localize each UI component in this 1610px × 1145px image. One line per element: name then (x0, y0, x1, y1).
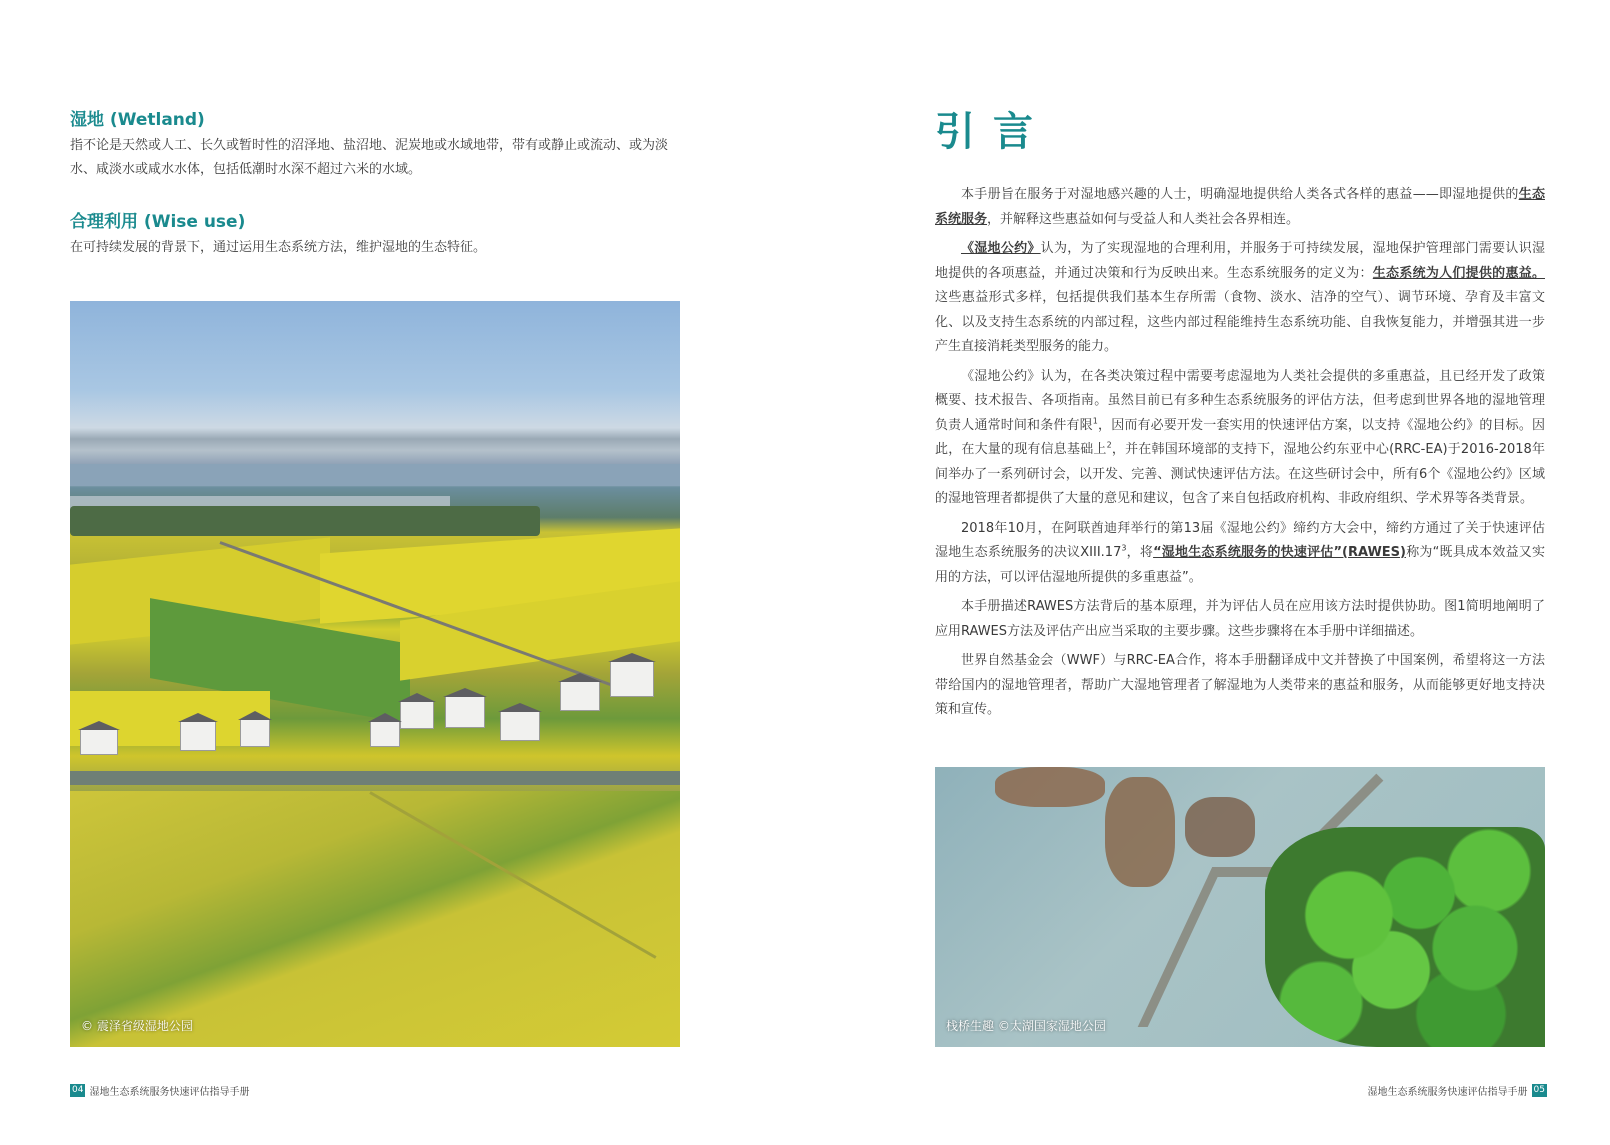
house (240, 719, 270, 747)
page-number: 04 (72, 1085, 84, 1095)
house (400, 701, 434, 729)
house (180, 721, 216, 751)
footer-title: 湿地生态系统服务快速评估指导手册 (1367, 1087, 1528, 1098)
highlight-link: “湿地生态系统服务的快速评估”(RAWES) (1153, 545, 1406, 560)
footer-left (70, 1083, 249, 1098)
boardwalk-photo (935, 767, 1545, 1047)
house (80, 729, 118, 755)
highlight-link: 《湿地公约》 (961, 241, 1041, 256)
house (500, 711, 540, 741)
wetland-definition-text: 指不论是天然或人工、长久或暂时性的沼泽地、盐沼地、泥炭地或水域地带，带有或静止或流动、或为淡水、咸淡水或咸水水体，包括低潮时水深不超过六米的水域。 (70, 138, 669, 177)
reed-patch (1185, 797, 1255, 857)
paragraph: 《湿地公约》认为，在各类决策过程中需要考虑湿地为人类社会提供的多重惠益，且已经开发了政策概要、技术报告、各项指南。虽然目前已有多种生态系统服务的评估方法，但考虑到世界各地的湿地管理负责人通常时间和条件有限$^1$，因而有必要开发一套实用的快速评估方案，以支持《湿地公约》的目标。因此，在大量的现有信息基础上$^2$，并在韩国环境部的支持下，湿地公约东亚中心(RRC-EA)于2016-2018年间举办了一系列研讨会，以开发、完善、测试快速评估方法。在这些研讨会中，所有6个《湿地公约》区域的湿地管理者都提供了大量的意见和建议，包含了来自包括政府机构、非政府组织、学术界等各类背景。 (935, 368, 1545, 506)
footer-right (1368, 1083, 1547, 1098)
wise-use-definition-title: 合理利用 (Wise use) (70, 212, 246, 232)
paragraph: 本手册旨在服务于对湿地感兴趣的人士，明确湿地提供给人类各式各样的惠益——即湿地提供的生态系统服务，并解释这些惠益如何与受益人和人类社会各界相连。 (935, 187, 1545, 227)
paragraph: 本手册描述RAWES方法背后的基本原理，并为评估人员在应用该方法时提供协助。图1简明地阐明了应用RAWES方法及评估产出应当采取的主要步骤。这些步骤将在本手册中详细描述。 (935, 599, 1545, 639)
page-number: 05 (1533, 1085, 1545, 1095)
reed-patch (1105, 777, 1175, 887)
reed-patch (995, 767, 1105, 807)
page-title: 引言 (935, 109, 1051, 155)
house (370, 721, 400, 747)
highlight-link: 生态系统为人们提供的惠益。 (1372, 265, 1545, 281)
paragraph: 2018年10月，在阿联酋迪拜举行的第13届《湿地公约》缔约方大会中，缔约方通过了关于快速评估湿地生态系统服务的决议$XIII.17^3$，将“湿地生态系统服务的快速评估”(RAWES)称为“既具成本效益又实用的方法，可以评估湿地所提供的多重惠益”。 (935, 520, 1545, 585)
footer-title: 湿地生态系统服务快速评估指导手册 (89, 1087, 250, 1098)
tree-canopy (1265, 827, 1545, 1047)
house (445, 696, 485, 728)
paragraph: 《湿地公约》认为，为了实现湿地的合理利用，并服务于可持续发展，湿地保护管理部门需要认识湿地提供的各项惠益，并通过决策和行为反映出来。生态系统服务的定义为：生态系统为人们提供的惠益。这些惠益形式多样，包括提供我们基本生存所需（食物、淡水、洁净的空气）、调节环境、孕育及丰富文化、以及支持生态系统的内部过程，这些内部过程能维持生态系统功能、自我恢复能力，并增强其进一步产生直接消耗类型服务的能力。 (935, 241, 1545, 354)
wise-use-definition-text: 在可持续发展的背景下，通过运用生态系统方法，维护湿地的生态特征。 (70, 240, 487, 255)
photo-caption: 栈桥生趣 ©太湖国家湿地公园 (946, 1019, 1106, 1033)
photo-caption: © 震泽省级湿地公园 (81, 1019, 193, 1033)
canal (70, 771, 680, 785)
intro-body (935, 183, 1545, 728)
highlight-link: 生态系统服务 (935, 187, 1545, 227)
lake-area (70, 464, 680, 486)
paragraph: 世界自然基金会（WWF）与RRC-EA合作，将本手册翻译成中文并替换了中国案例，希望将这一方法带给国内的湿地管理者，帮助广大湿地管理者了解湿地为人类带来的惠益和服务，从而能够更好地支持决策和宣传。 (935, 653, 1545, 717)
house (610, 661, 654, 697)
house (560, 681, 600, 711)
tree-line (70, 506, 540, 536)
rapeseed-field-photo (70, 301, 680, 1047)
wetland-definition-title: 湿地 (Wetland) (70, 110, 205, 130)
